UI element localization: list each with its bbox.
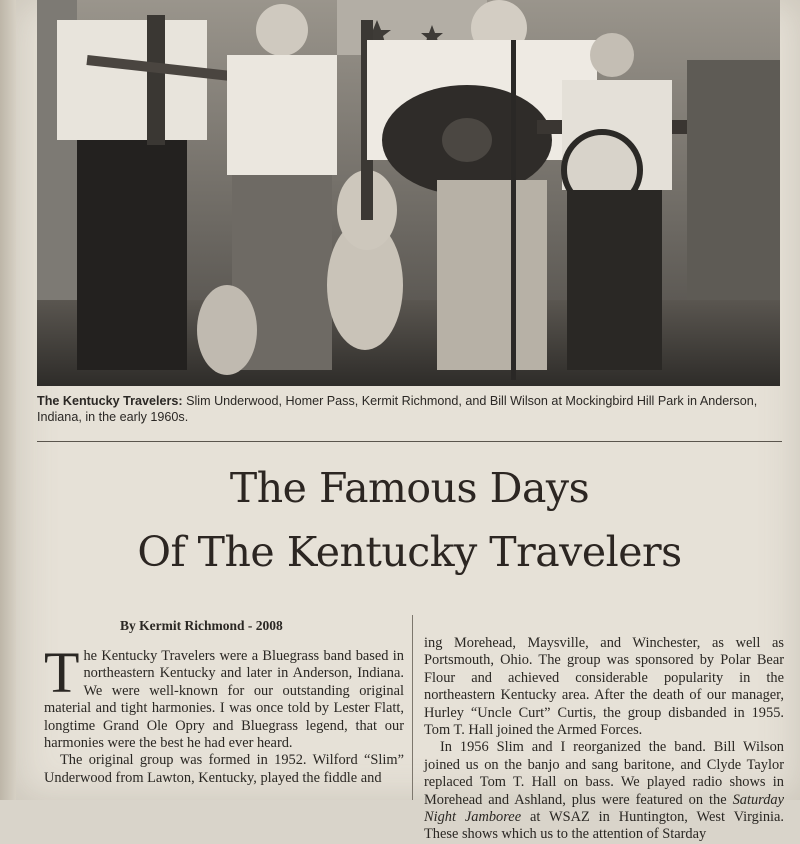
drop-cap: T	[44, 640, 80, 705]
caption-lead: The Kentucky Travelers:	[37, 394, 183, 408]
section-divider	[37, 441, 782, 442]
column-divider	[412, 615, 413, 800]
headline-line-2: Of The Kentucky Travelers	[137, 528, 682, 576]
band-photo	[37, 0, 780, 386]
right-column	[424, 635, 784, 844]
paragraph: The original group was formed in 1952. Wilford “Slim” Underwood from Lawton, Kentucky, played the fiddle and	[44, 752, 404, 786]
paragraph	[44, 640, 404, 752]
headline-line-1: The Famous Days	[229, 464, 590, 512]
paragraph-text: he Kentucky Travelers were a Bluegrass band based in northeastern Kentucky and later in Anderson, Indiana. We were well-known for our outstanding original material and tight harmonies. I was once told by Lester Flatt, longtime Grand Ole Opry and Bluegrass legend, that our harmonies were the best he had ever heard.	[44, 648, 404, 752]
caption-text: Slim Underwood, Homer Pass, Kermit Richmond, and Bill Wilson at Mockingbird Hill Park in Anderson, Indiana, in the early 1960s.	[37, 394, 758, 424]
paragraph: ing Morehead, Maysville, and Winchester, as well as Portsmouth, Ohio. The group was sponsored by Polar Bear Flour and achieved considerable popularity in the northeastern Kentucky area. After the death of our manager, Hurley “Uncle Curt” Curtis, the group disbanded in 1955. Tom T. Hall joined the Armed Forces.	[424, 635, 784, 739]
paragraph	[424, 739, 784, 843]
paragraph-text: In 1956 Slim and I reorganized the band. Bill Wilson joined us on the banjo and sang baritone, and Clyde Taylor replaced Tom T. Hall on bass. We played radio shows in Morehead and Ashland, plus were featured on the	[424, 739, 784, 808]
show-title: Saturday Night Jamboree	[424, 791, 784, 826]
page-edge	[0, 0, 16, 800]
article-headline	[37, 456, 782, 584]
left-column	[44, 640, 404, 787]
byline: By Kermit Richmond - 2008	[120, 618, 283, 633]
paragraph-text: at WSAZ in Huntington, West Virginia. These shows which us to the attention of Starday	[424, 809, 785, 843]
photo-caption	[37, 393, 782, 425]
